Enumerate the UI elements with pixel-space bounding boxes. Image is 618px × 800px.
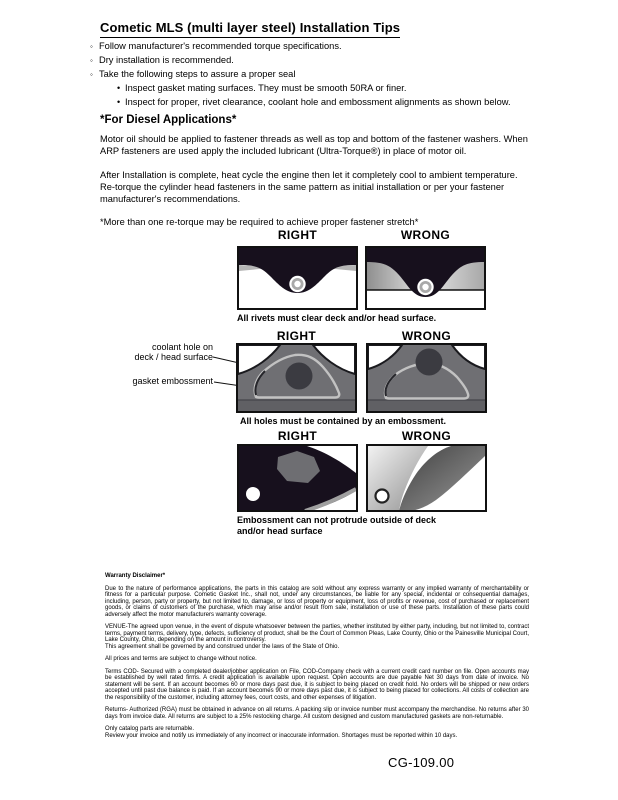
- fig3-caption-line1: Embossment can not protrude outside of deck: [237, 515, 437, 525]
- gasket-embossment-label: gasket embossment: [132, 376, 213, 386]
- fig1-wrong-diagram: [365, 246, 486, 310]
- fig3-wrong-diagram: [366, 444, 487, 512]
- fig1-wrong-label: WRONG: [400, 228, 451, 242]
- legal-section: [105, 573, 529, 745]
- bullet-marker: •: [117, 97, 121, 107]
- diesel-applications-section: [100, 114, 532, 239]
- fig1-right-label: RIGHT: [277, 228, 318, 242]
- tip-text: Inspect gasket mating surfaces. They must be smooth 50RA or finer.: [125, 83, 407, 93]
- section-heading: *For Diesel Applications*: [100, 114, 237, 126]
- rivet-clear-right-graphic: [237, 246, 358, 310]
- fig2-wrong-label: WRONG: [401, 329, 452, 343]
- fig3-caption: [237, 515, 477, 537]
- list-item: [90, 69, 511, 83]
- legal-paragraph: [105, 726, 529, 739]
- fig1-caption: All rivets must clear deck and/or head surface.: [237, 313, 437, 323]
- list-item: [90, 97, 511, 111]
- bullet-marker: ◦: [90, 70, 93, 79]
- page-number: CG-109.00: [388, 755, 455, 770]
- coolant-hole-label-line1: coolant hole on: [151, 342, 213, 352]
- tip-text: Take the following steps to assure a proper seal: [99, 69, 296, 79]
- legal-paragraph: [105, 624, 529, 650]
- fig2-caption: All holes must be contained by an embossment.: [240, 416, 447, 426]
- hole-contained-wrong-graphic: [366, 343, 487, 413]
- embossment-wrong-graphic: [366, 444, 487, 512]
- paragraph: Motor oil should be applied to fastener threads as well as top and bottom of the fastener washers. When ARP fasteners are used apply the included lubricant (Ultra-Torque®) in place of motor oil.: [100, 134, 528, 157]
- legal-paragraph: Due to the nature of performance applications, the parts in this catalog are sold without any express warranty or any implied warranty of merchantability or fitness for a particular purpose. Cometic Gasket Inc., shall not, under any circumstances, be liable for any special, incidental or consequential damages, including, person, party or property, but not limited to, damage, or loss of property or equipment, loss of profits or revenue, cost of purchased or replacement goods, or claims of customers of the purchase, which may arise and/or result from sale, installation or use of these parts. Installation of these parts could adversely affect the motor manufacturers warranty coverage.: [105, 585, 529, 618]
- hole-contained-right-graphic: [236, 343, 357, 413]
- fig3-caption-line2: and/or head surface: [237, 526, 323, 536]
- legal-paragraph: Returns- Authorized (RGA) must be obtained in advance on all returns. A packing slip or invoice number must accompany the merchandise. No returns after 30 days from invoice date. All returns are subject to a 25% restocking charge. All custom designed and custom manufactured gaskets are non-returnable.: [105, 707, 529, 720]
- rivet-clear-wrong-graphic: [365, 246, 486, 310]
- legal-invoice-text: Review your invoice and notify us immediately of any incorrect or inaccurate information. Shortages must be reported within 10 days.: [105, 732, 458, 739]
- fig3-right-diagram: [237, 444, 358, 512]
- paragraph: After Installation is complete, heat cycle the engine then let it completely cool to ambient temperature. Re-torque the cylinder head fasteners in the same pattern as initial installation or per your fastener manufacturer's recommendations.: [100, 169, 518, 205]
- legal-paragraph: All prices and terms are subject to change without notice.: [105, 656, 257, 662]
- legal-governing-law-text: This agreement shall be governed by and construed under the laws of the State of Ohio.: [105, 643, 340, 650]
- fig2-wrong-diagram: [366, 343, 487, 413]
- page-title: Cometic MLS (multi layer steel) Installation Tips: [100, 20, 400, 38]
- legal-returnable-text: Only catalog parts are returnable.: [105, 726, 195, 732]
- list-item: [90, 41, 511, 55]
- legal-venue-text: VENUE-The agreed upon venue, in the event of dispute whatsoever between the parties, whether instituted by either party, including, but not limited to, contract terms, payment terms, delivery, type, defects, sufficiency of product, shall be the Court of Common Pleas, Lake County, Ohio or the Painesville Municipal Court, Lake County, Ohio, depending on the amount in controversy.: [105, 624, 529, 643]
- fig2-right-label: RIGHT: [276, 329, 317, 343]
- embossment-right-graphic: [237, 444, 358, 512]
- fig3-right-label: RIGHT: [277, 429, 318, 443]
- bullet-marker: •: [117, 83, 121, 93]
- list-item: [90, 55, 511, 69]
- legal-heading: Warranty Disclaimer*: [105, 573, 166, 579]
- tip-text: Follow manufacturer's recommended torque specifications.: [99, 41, 342, 51]
- list-item: [90, 83, 511, 97]
- fig3-wrong-label: WRONG: [401, 429, 452, 443]
- fig2-right-diagram: [236, 343, 357, 413]
- coolant-hole-label-line2: deck / head surface: [134, 352, 213, 362]
- bullet-marker: ◦: [90, 42, 93, 51]
- bullet-marker: ◦: [90, 56, 93, 65]
- note-text: *More than one re-torque may be required to achieve proper fastener stretch*: [100, 217, 419, 228]
- tip-text: Inspect for proper, rivet clearance, coolant hole and embossment alignments as shown below.: [125, 97, 511, 107]
- tip-text: Dry installation is recommended.: [99, 55, 234, 65]
- legal-paragraph: Terms COD- Secured with a completed dealer/jobber application on File, COD-Company check with a current credit card number on file. Open accounts may be established by well rated firms. A credit application is available upon request. Open accounts are due payable Net 30 days from date of invoice. No statement will be sent. If an account becomes 60 or more days past due, it is subject to being placed on credit hold. No orders will be shipped or new orders accepted until past due balance is paid. If an account becomes 90 or more days past due, it is subject to being placed for collections. All costs of collection are the responsibility of the customer, including attorney fees, court costs, and other expenses of litigation.: [105, 668, 529, 701]
- fig1-right-diagram: [237, 246, 358, 310]
- installation-tips-list: [90, 41, 511, 111]
